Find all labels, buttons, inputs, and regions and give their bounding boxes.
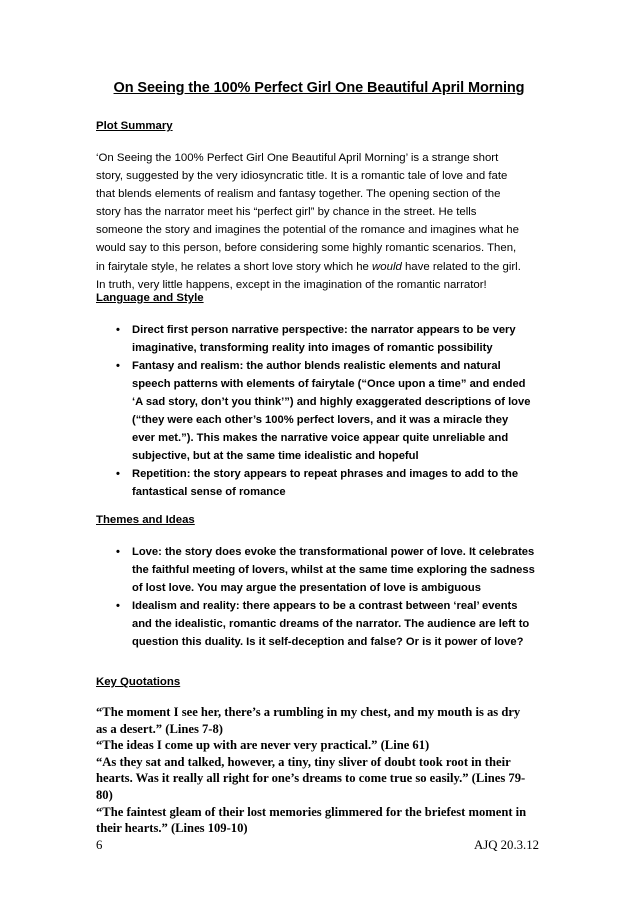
section-heading-plot-summary: Plot Summary bbox=[96, 120, 173, 132]
quotation-line: “The moment I see her, there’s a rumbling in my chest, and my mouth is as dry bbox=[96, 705, 521, 719]
list-item bbox=[96, 357, 556, 465]
text-line: speech patterns with elements of fairytale (“Once upon a time” and ended bbox=[132, 378, 526, 390]
section-heading-language-style: Language and Style bbox=[96, 292, 204, 304]
themes-ideas-list bbox=[96, 543, 556, 651]
list-item bbox=[96, 597, 556, 651]
quotation-line: hearts. Was it really all right for one’s dreams to come true so easily.” (Lines 79- bbox=[96, 771, 526, 786]
quotation-line: as a desert.” (Lines 7-8) bbox=[96, 721, 223, 736]
plot-summary-paragraph bbox=[96, 149, 556, 294]
text-line: imaginative, transforming reality into images of romantic possibility bbox=[132, 342, 493, 354]
page-title: On Seeing the 100% Perfect Girl One Beautiful April Morning bbox=[113, 80, 525, 96]
key-quotations-block bbox=[96, 704, 556, 837]
list-item bbox=[96, 465, 556, 501]
language-style-list bbox=[96, 321, 556, 501]
text-line: the faithful meeting of lovers, whilst at the same time exploring the sadness bbox=[132, 564, 535, 576]
text-line: that blends elements of realism and fantasy together. The opening section of the bbox=[96, 188, 501, 201]
quotation-line: “The faintest gleam of their lost memories glimmered for the briefest moment in bbox=[96, 804, 527, 819]
section-heading-themes-ideas: Themes and Ideas bbox=[96, 514, 195, 526]
text-line: Love: the story does evoke the transformational power of love. It celebrates bbox=[132, 546, 535, 558]
text-line: Direct first person narrative perspective: the narrator appears to be very bbox=[132, 324, 516, 336]
bullet-icon: • bbox=[116, 600, 120, 612]
page-number: 6 bbox=[96, 838, 103, 852]
text-line: Repetition: the story appears to repeat phrases and images to add to the bbox=[132, 468, 519, 480]
quotation-line: “The ideas I come up with are never very practical.” (Line 61) bbox=[96, 738, 430, 753]
text-line: Idealism and reality: there appears to be a contrast between ‘real’ events bbox=[132, 600, 518, 612]
text-line: In truth, very little happens, except in the imagination of the romantic narrator! bbox=[96, 278, 487, 291]
text-line: story, suggested by the very idiosyncratic title. It is a romantic tale of love and fate bbox=[96, 170, 508, 183]
text-line: ‘A sad story, don’t you think’”) and highly exaggerated descriptions of love bbox=[132, 396, 531, 408]
text-line: story has the narrator meet his “perfect girl” by chance in the street. He tells bbox=[96, 206, 477, 219]
emphasis-word: would bbox=[372, 260, 402, 273]
text-line: would say to this person, before considering some highly romantic scenarios. Then, bbox=[96, 242, 517, 255]
bullet-icon: • bbox=[116, 324, 120, 336]
text-line: subjective, but at the same time idealistic and hopeful bbox=[132, 450, 419, 462]
text-line-tail: have related to the girl. bbox=[401, 260, 521, 273]
bullet-icon: • bbox=[116, 360, 120, 372]
list-item bbox=[96, 543, 556, 597]
quotation-line: 80) bbox=[96, 787, 113, 802]
text-line: ‘On Seeing the 100% Perfect Girl One Beautiful April Morning’ is a strange short bbox=[96, 152, 499, 164]
text-line: fantastical sense of romance bbox=[132, 486, 286, 498]
bullet-icon: • bbox=[116, 546, 120, 558]
bullet-icon: • bbox=[116, 468, 120, 480]
section-heading-key-quotations: Key Quotations bbox=[96, 676, 181, 688]
text-line: someone the story and imagines the potential of the romance and imagines what he bbox=[96, 224, 519, 237]
list-item bbox=[96, 321, 556, 357]
text-line-lead: in fairytale style, he relates a short love story which he bbox=[96, 260, 373, 273]
text-line: of lost love. You may argue the presentation of love is ambiguous bbox=[132, 582, 481, 594]
text-line: and the idealistic, romantic dreams of the narrator. The audience are left to bbox=[132, 618, 530, 630]
text-line: (“they were each other’s 100% perfect lovers, and it was a miracle they bbox=[132, 414, 509, 426]
quotation-line: their hearts.” (Lines 109-10) bbox=[96, 821, 248, 836]
quotation-line: “As they sat and talked, however, a tiny, tiny sliver of doubt took root in their bbox=[96, 754, 511, 769]
text-line: ever met.”). This makes the narrative voice appear quite unreliable and bbox=[132, 432, 509, 444]
text-line bbox=[96, 258, 556, 276]
footer-reference: AJQ 20.3.12 bbox=[474, 838, 540, 852]
text-line: Fantasy and realism: the author blends realistic elements and natural bbox=[132, 360, 501, 372]
text-line: question this duality. Is it self-deception and false? Or is it power of love? bbox=[132, 636, 524, 648]
